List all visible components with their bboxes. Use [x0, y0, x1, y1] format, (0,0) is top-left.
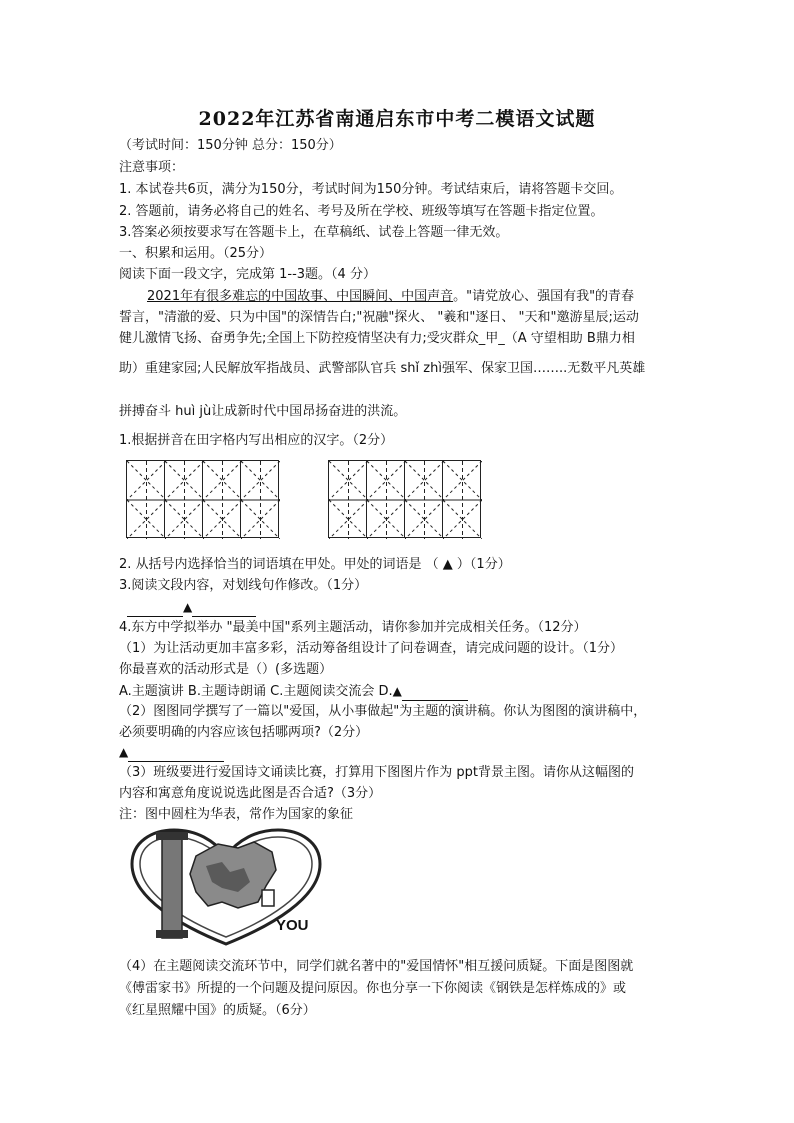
notice-heading: 注意事项：	[119, 160, 185, 175]
question-4-1-line-a: （1）为让活动更加丰富多彩，活动筹备组设计了问卷调查，请完成问题的设计。（1分）	[119, 641, 624, 656]
tianzige-cell[interactable]	[366, 460, 405, 538]
section-heading-1: 一、积累和运用。（25分）	[119, 246, 273, 261]
answer-placeholder-mark: ▲	[183, 600, 193, 614]
question-1: 1.根据拼音在田字格内写出相应的汉字。（2分）	[119, 433, 394, 448]
exam-meta: （考试时间：150分钟 总分：150分）	[119, 138, 342, 153]
tianzige-cell[interactable]	[202, 460, 241, 538]
passage-line-1-rest: 。"请党放心、强国有我"的青春	[453, 289, 635, 304]
i-love-china-image	[126, 826, 326, 952]
passage-line-5: 拼搏奋斗 huì jù让成新时代中国昂扬奋进的洪流。	[119, 404, 407, 419]
notice-item-1: 1. 本试卷共6页，满分为150分，考试时间为150分钟。考试结束后，请将答题卡交回。	[119, 182, 623, 197]
question-4-1-options	[119, 682, 468, 701]
passage-line-1	[147, 288, 634, 306]
page-title: 2022年江苏省南通启东市中考二模语文试题	[198, 108, 596, 130]
passage-line-3: 健儿激情飞扬、奋勇争先;全国上下防控疫情坚决有力;受灾群众_甲_（A 守望相助 B鼎力相	[119, 331, 635, 346]
reading-prompt: 阅读下面一段文字，完成第 1--3题。（4 分）	[119, 267, 376, 282]
tianzige-cell[interactable]	[442, 460, 481, 538]
question-4-2-line-a: （2）图图同学撰写了一篇以"爱国，从小事做起"为主题的演讲稿。你认为图图的演讲稿中，	[119, 704, 647, 719]
image-you-text: YOU	[276, 917, 309, 934]
question-4-4-line-a: （4）在主题阅读交流环节中，同学们就名著中的"爱国情怀"相互援问质疑。下面是图图就	[119, 959, 634, 974]
question-2: 2. 从括号内选择恰当的词语填在甲处。甲处的词语是 （ ▲ ）（1分）	[119, 557, 511, 572]
question-4-3-line-a: （3）班级要进行爱国诗文诵读比赛，打算用下图图片作为 ppt背景主图。请你从这幅图的	[119, 765, 635, 780]
question-3: 3.阅读文段内容，对划线句作修改。（1分）	[119, 578, 368, 593]
tianzige-cell[interactable]	[126, 460, 165, 538]
question-4-3-note: 注：图中圆柱为华表，常作为国家的象征	[119, 807, 354, 822]
notice-item-3: 3.答案必须按要求写在答题卡上，在草稿纸、试卷上答题一律无效。	[119, 225, 509, 240]
passage-line-2: 誓言，"清澈的爱、只为中国"的深情告白;"祝融"探火、 "羲和"逐日、 "天和"邀游星辰;运动	[119, 310, 639, 325]
question-3-answer-line[interactable]	[127, 598, 256, 617]
question-4: 4.东方中学拟举办 "最美中国"系列主题活动，请你参加并完成相关任务。（12分）	[119, 620, 587, 635]
tianzige-grid-right	[328, 460, 488, 538]
underlined-sentence: 2021年有很多难忘的中国故事、中国瞬间、中国声音	[147, 289, 454, 304]
option-d-blank[interactable]	[402, 686, 468, 701]
question-4-3-line-b: 内容和寓意角度说说选此图是否合适?（3分）	[119, 786, 382, 801]
tianzige-cell[interactable]	[404, 460, 443, 538]
question-4-4-line-c: 《红星照耀中国》的质疑。（6分）	[119, 1003, 316, 1018]
question-4-2-answer-line[interactable]	[119, 743, 224, 762]
tianzige-cell[interactable]	[328, 460, 367, 538]
notice-item-2: 2. 答题前，请务必将自己的姓名、考号及所在学校、班级等填写在答题卡指定位置。	[119, 204, 604, 219]
passage-line-4: 助）重建家园;人民解放军指战员、武警部队官兵 shǐ zhì强军、保家卫国……..无数平凡英雄	[119, 361, 646, 376]
tianzige-cell[interactable]	[164, 460, 203, 538]
question-4-2-line-b: 必须要明确的内容应该包括哪两项?（2分）	[119, 725, 369, 740]
tianzige-cell[interactable]	[240, 460, 279, 538]
answer-placeholder-mark: ▲	[119, 745, 129, 759]
tianzige-grid-left	[126, 460, 286, 538]
question-4-4-line-b: 《傅雷家书》所提的一个问题及提问原因。你也分享一下你阅读《钢铁是怎样炼成的》或	[119, 981, 627, 996]
answer-placeholder-mark: ▲	[392, 684, 402, 698]
question-4-1-line-b: 你最喜欢的活动形式是（）(多选题）	[119, 662, 333, 677]
option-list: A.主题演讲 B.主题诗朗诵 C.主题阅读交流会 D.	[119, 684, 393, 699]
